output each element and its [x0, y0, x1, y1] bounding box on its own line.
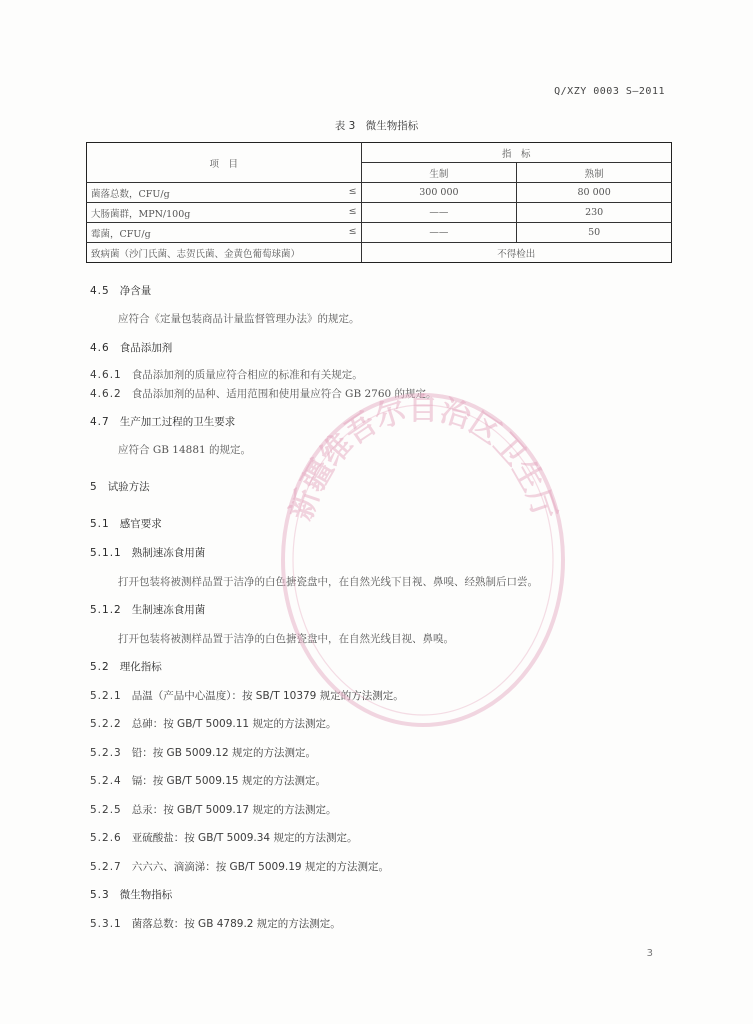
pathogen-item: 致病菌（沙门氏菌、志贺氏菌、金黄色葡萄球菌）: [87, 243, 362, 263]
table-title: 表 3 微生物指标: [334, 120, 419, 132]
section-5-1: 5.1 感官要求: [90, 518, 162, 530]
row-raw-value: 300 000: [361, 183, 517, 203]
section-5-2-5: 5.2.5 总汞：按 GB/T 5009.17 规定的方法测定。: [90, 804, 337, 816]
official-stamp: [268, 385, 578, 735]
section-4-6-1: 4.6.1 食品添加剂的质量应符合相应的标准和有关规定。: [90, 369, 363, 381]
standard-code: Q/XZY 0003 S—2011: [554, 86, 665, 97]
row-raw-value: ——: [361, 203, 517, 223]
section-5-1-2-body: 打开包装将被测样品置于洁净的白色搪瓷盘中，在自然光线目视、鼻嗅。: [118, 633, 454, 645]
section-4-5: 4.5 净含量: [90, 285, 152, 297]
row-item-cell: [87, 223, 362, 243]
section-5-1-1: 5.1.1 熟制速冻食用菌: [90, 547, 206, 559]
row-cooked-value: 80 000: [517, 183, 672, 203]
header-item: 项 目: [87, 143, 362, 183]
page-number: 3: [646, 948, 653, 959]
row-item-cell: [87, 203, 362, 223]
header-raw: 生制: [361, 163, 517, 183]
table-row-pathogen: [87, 243, 672, 263]
table-row: [87, 223, 672, 243]
pathogen-value: 不得检出: [361, 243, 671, 263]
section-5: 5 试验方法: [90, 481, 150, 493]
section-4-5-body: 应符合《定量包装商品计量监督管理办法》的规定。: [118, 313, 360, 325]
row-operator: ≤: [348, 225, 357, 237]
stamp-text: 新疆维吾尔自治区卫生厅: [283, 391, 563, 525]
row-operator: ≤: [348, 205, 357, 217]
table-header-row: [87, 143, 672, 163]
row-item: 霉菌，CFU/g: [91, 228, 151, 240]
section-5-2-3: 5.2.3 铅：按 GB 5009.12 规定的方法测定。: [90, 747, 316, 759]
section-5-3-1: 5.3.1 菌落总数：按 GB 4789.2 规定的方法测定。: [90, 918, 341, 930]
section-4-6: 4.6 食品添加剂: [90, 342, 173, 354]
row-item: 菌落总数，CFU/g: [91, 188, 170, 200]
section-4-7: 4.7 生产加工过程的卫生要求: [90, 416, 236, 428]
header-index: 指 标: [361, 143, 671, 163]
section-5-2-1: 5.2.1 品温（产品中心温度）：按 SB/T 10379 规定的方法测定。: [90, 690, 404, 702]
row-item: 大肠菌群，MPN/100g: [91, 208, 191, 220]
table-row: [87, 203, 672, 223]
section-5-2-4: 5.2.4 镉：按 GB/T 5009.15 规定的方法测定。: [90, 775, 326, 787]
svg-text:新疆维吾尔自治区卫生厅: [284, 392, 562, 525]
section-5-2: 5.2 理化指标: [90, 661, 162, 673]
row-cooked-value: 230: [517, 203, 672, 223]
section-4-7-body: 应符合 GB 14881 的规定。: [118, 444, 252, 456]
row-item-cell: [87, 183, 362, 203]
row-raw-value: ——: [361, 223, 517, 243]
section-4-6-2: 4.6.2 食品添加剂的品种、适用范围和使用量应符合 GB 2760 的规定。: [90, 388, 437, 400]
section-5-2-6: 5.2.6 亚硫酸盐：按 GB/T 5009.34 规定的方法测定。: [90, 832, 358, 844]
section-5-1-2: 5.1.2 生制速冻食用菌: [90, 604, 206, 616]
microbial-index-table: [86, 142, 672, 263]
row-operator: ≤: [348, 185, 357, 197]
section-5-3: 5.3 微生物指标: [90, 889, 173, 901]
row-cooked-value: 50: [517, 223, 672, 243]
section-5-1-1-body: 打开包装将被测样品置于洁净的白色搪瓷盘中，在自然光线下目视、鼻嗅、经熟制后口尝。: [118, 576, 538, 588]
header-cooked: 熟制: [517, 163, 672, 183]
section-5-2-2: 5.2.2 总砷：按 GB/T 5009.11 规定的方法测定。: [90, 718, 337, 730]
section-5-2-7: 5.2.7 六六六、滴滴涕：按 GB/T 5009.19 规定的方法测定。: [90, 861, 389, 873]
table-row: [87, 183, 672, 203]
